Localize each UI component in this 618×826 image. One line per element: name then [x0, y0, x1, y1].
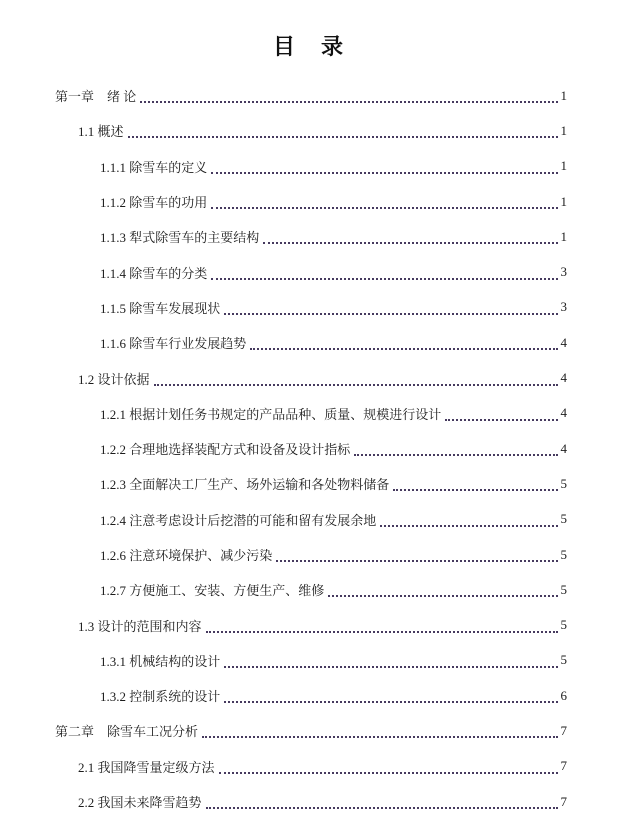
toc-entry[interactable]: [0, 360, 618, 395]
dot-leader: [206, 618, 558, 633]
toc-entry-label: 1.3.1 机械结构的设计: [100, 653, 221, 669]
dot-leader: [202, 723, 557, 738]
toc-entry-page: 5: [560, 617, 567, 633]
toc-entry-page: 6: [560, 687, 567, 703]
dot-leader: [263, 229, 557, 244]
toc-entry[interactable]: [0, 713, 618, 748]
toc-entry-label: 第二章 除雪车工况分析: [55, 724, 199, 740]
toc-entry-label: 2.1 我国降雪量定级方法: [78, 759, 215, 775]
toc-entry-label: 1.1 概述: [78, 124, 124, 140]
toc-entry[interactable]: [0, 572, 618, 607]
toc-entry-page: 5: [560, 475, 567, 491]
toc-entry-page: 1: [560, 122, 567, 138]
toc-entry-label: 1.2 设计依据: [78, 371, 150, 387]
dot-leader: [224, 300, 557, 315]
toc-entry[interactable]: [0, 431, 618, 466]
dot-leader: [276, 547, 557, 562]
toc-entry-page: 4: [560, 405, 567, 421]
toc-entry[interactable]: [0, 325, 618, 360]
dot-leader: [211, 194, 557, 209]
toc-entry[interactable]: [0, 78, 618, 113]
toc-entry-label: 1.1.5 除雪车发展现状: [100, 300, 221, 316]
dot-leader: [211, 265, 557, 280]
toc-entry-label: 1.1.2 除雪车的功用: [100, 195, 208, 211]
toc-entry-label: 1.2.2 合理地选择装配方式和设备及设计指标: [100, 442, 351, 458]
dot-leader: [206, 794, 558, 809]
toc-entry-label: 1.2.3 全面解决工厂生产、场外运输和各处物料储备: [100, 477, 390, 493]
dot-leader: [219, 759, 558, 774]
toc-entry-label: 1.2.7 方便施工、安装、方便生产、维修: [100, 583, 325, 599]
dot-leader: [393, 476, 557, 491]
toc-entry[interactable]: [0, 254, 618, 289]
toc-entry-label: 1.3.2 控制系统的设计: [100, 689, 221, 705]
toc-entry-page: 3: [560, 264, 567, 280]
toc-entry-label: 1.1.4 除雪车的分类: [100, 265, 208, 281]
toc-entry-label: 第一章 绪 论: [55, 89, 137, 105]
toc-list: [0, 78, 618, 819]
dot-leader: [154, 371, 558, 386]
toc-entry-page: 4: [560, 334, 567, 350]
toc-entry-label: 1.2.6 注意环境保护、减少污染: [100, 548, 273, 563]
toc-entry-page: 4: [560, 440, 567, 456]
toc-entry[interactable]: [0, 184, 618, 219]
toc-entry-label: 1.2.4 注意考虑设计后挖潜的可能和留有发展余地: [100, 512, 377, 528]
dot-leader: [380, 512, 557, 527]
dot-leader: [211, 159, 557, 174]
toc-entry-page: 5: [560, 652, 567, 668]
toc-entry[interactable]: [0, 643, 618, 678]
toc-entry[interactable]: [0, 466, 618, 501]
toc-entry-label: 2.2 我国未来降雪趋势: [78, 795, 202, 811]
toc-entry-page: 4: [560, 370, 567, 386]
toc-entry-page: 5: [560, 511, 567, 527]
toc-entry[interactable]: [0, 149, 618, 184]
dot-leader: [328, 582, 557, 597]
toc-entry[interactable]: [0, 396, 618, 431]
toc-entry-page: 1: [560, 158, 567, 174]
toc-entry[interactable]: [0, 784, 618, 819]
toc-entry-page: 5: [560, 581, 567, 597]
toc-entry-label: 1.1.3 犁式除雪车的主要结构: [100, 230, 260, 246]
page-title: 目 录: [272, 34, 345, 59]
toc-entry[interactable]: [0, 502, 618, 537]
toc-entry-label: 1.3 设计的范围和内容: [78, 618, 202, 634]
dot-leader: [224, 688, 557, 703]
dot-leader: [354, 441, 557, 456]
dot-leader: [128, 123, 558, 138]
toc-entry-page: 7: [560, 722, 567, 738]
toc-entry[interactable]: [0, 749, 618, 784]
toc-entry[interactable]: [0, 537, 618, 572]
toc-entry-page: 3: [560, 299, 567, 315]
toc-entry-page: 1: [560, 87, 567, 103]
dot-leader: [445, 406, 557, 421]
toc-entry[interactable]: [0, 607, 618, 642]
toc-entry[interactable]: [0, 290, 618, 325]
toc-entry[interactable]: [0, 678, 618, 713]
toc-entry[interactable]: [0, 219, 618, 254]
toc-entry-label: 1.2.1 根据计划任务书规定的产品品种、质量、规模进行设计: [100, 406, 442, 422]
toc-entry-page: 7: [560, 793, 567, 809]
toc-entry-page: 7: [560, 758, 567, 774]
dot-leader: [250, 335, 557, 350]
toc-entry-label: 1.1.1 除雪车的定义: [100, 159, 208, 175]
toc-entry-label: 1.1.6 除雪车行业发展趋势: [100, 336, 247, 352]
dot-leader: [224, 653, 557, 668]
toc-entry[interactable]: [0, 113, 618, 148]
toc-entry-page: 1: [560, 228, 567, 244]
toc-entry-page: 1: [560, 193, 567, 209]
dot-leader: [140, 88, 557, 103]
toc-entry-page: 5: [560, 546, 567, 562]
